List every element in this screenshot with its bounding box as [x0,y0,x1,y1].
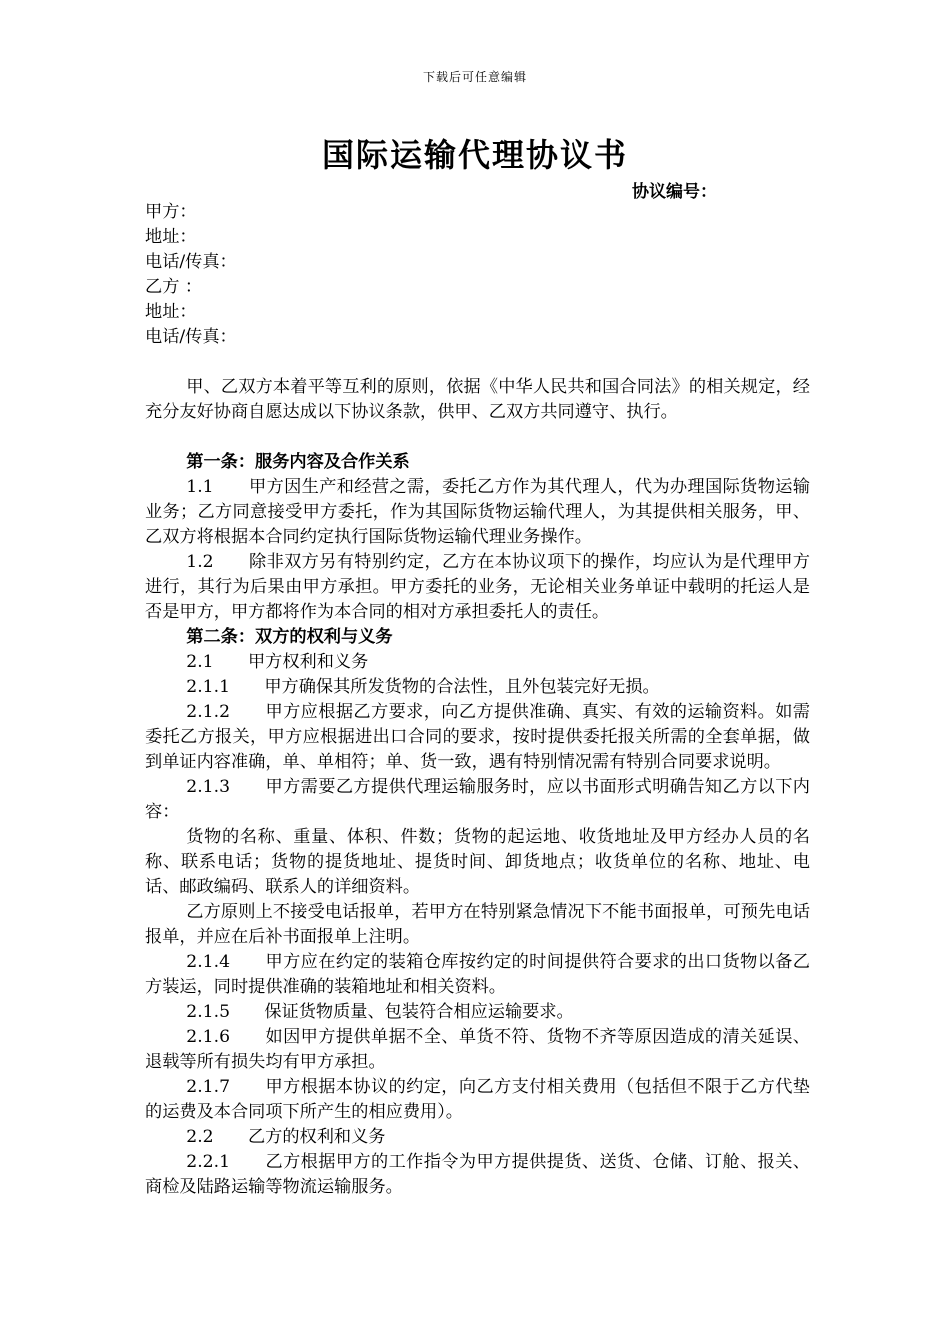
spacer [145,350,810,375]
clause-2-2-1: 2.2.1 乙方根据甲方的工作指令为甲方提供提货、送货、仓储、订舱、报关、商检及陆路运输等物流运输服务。 [145,1152,810,1197]
clause-2-1: 2.1 甲方权利和义务 [186,652,369,672]
party-a-address-label: 地址： [145,227,197,247]
clause-2-1-6: 2.1.6 如因甲方提供单据不全、单货不符、货物不齐等原因造成的清关延误、退载等所有损失均有甲方承担。 [145,1027,810,1072]
header-note: 下载后可任意编辑 [422,70,527,84]
article-2-heading: 第二条：双方的权利与义务 [186,627,393,647]
clause-2-1-3-note: 乙方原则上不接受电话报单，若甲方在特别紧急情况下不能书面报单，可预先电话报单，并应在后补书面报单上注明。 [145,902,810,947]
clause-2-1-3: 2.1.3 甲方需要乙方提供代理运输服务时，应以书面形式明确告知乙方以下内容： [145,777,810,822]
clause-2-1-2: 2.1.2 甲方应根据乙方要求，向乙方提供准确、真实、有效的运输资料。如需委托乙方报关，甲方应根据进出口合同的要求，按时提供委托报关所需的全套单据，做到单证内容准确，单、单相符；单、货一致，遇有特别情况需有特别合同要求说明。 [145,702,810,772]
party-a-phone-label: 电话/传真： [145,252,237,272]
document-title: 国际运输代理协议书 [321,136,628,174]
clause-2-1-7: 2.1.7 甲方根据本协议的约定，向乙方支付相关费用（包括但不限于乙方代垫的运费及本合同项下所产生的相应费用）。 [145,1077,810,1122]
clause-2-1-4: 2.1.4 甲方应在约定的装箱仓库按约定的时间提供符合要求的出口货物以备乙方装运，同时提供准确的装箱地址和相关资料。 [145,952,810,997]
party-a-label: 甲方： [145,202,197,222]
spacer [145,425,810,450]
clause-2-1-1: 2.1.1 甲方确保其所发货物的合法性，且外包装完好无损。 [186,677,660,697]
agreement-number-label: 协议编号： [632,182,717,202]
document-body [145,200,810,1200]
intro-paragraph: 甲、乙双方本着平等互利的原则，依据《中华人民共和国合同法》的相关规定，经充分友好协商自愿达成以下协议条款，供甲、乙双方共同遵守、执行。 [145,377,810,422]
clause-2-1-5: 2.1.5 保证货物质量、包装符合相应运输要求。 [186,1002,574,1022]
clause-1-2: 1.2 除非双方另有特别约定，乙方在本协议项下的操作，均应认为是代理甲方进行，其行为后果由甲方承担。甲方委托的业务，无论相关业务单证中载明的托运人是否是甲方，甲方都将作为本合同的相对方承担委托人的责任。 [145,552,810,622]
clause-1-1: 1.1 甲方因生产和经营之需，委托乙方作为其代理人，代为办理国际货物运输业务；乙方同意接受甲方委托，作为其国际货物运输代理人，为其提供相关服务，甲、乙双方将根据本合同约定执行国际货物运输代理业务操作。 [145,477,810,547]
party-b-label: 乙方 ： [145,277,203,297]
article-1-heading: 第一条：服务内容及合作关系 [186,452,410,472]
party-b-address-label: 地址： [145,302,197,322]
clause-2-1-3-detail: 货物的名称、重量、体积、件数；货物的起运地、收货地址及甲方经办人员的名称、联系电话；货物的提货地址、提货时间、卸货地点；收货单位的名称、地址、电话、邮政编码、联系人的详细资料。 [145,827,810,897]
party-b-phone-label: 电话/传真： [145,327,237,347]
clause-2-2: 2.2 乙方的权利和义务 [186,1127,386,1147]
